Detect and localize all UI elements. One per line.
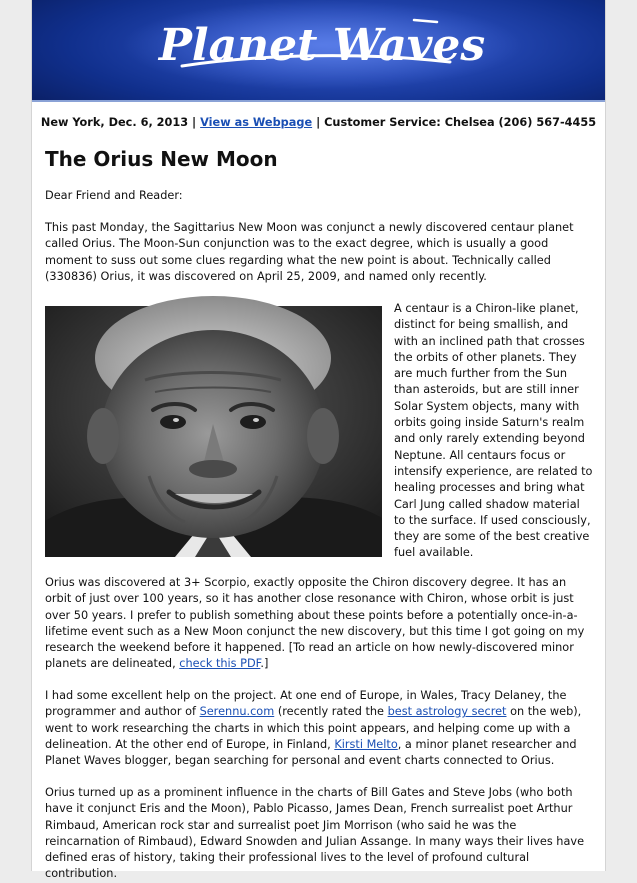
header-info-bar xyxy=(32,116,605,129)
pdf-link[interactable]: check this PDF xyxy=(179,657,261,671)
paragraph-3-a: I had some excellent help on the project. At one end of Europe, in Wales, Tracy Delaney, the programmer and author of xyxy=(45,689,567,719)
paragraph-3-b: (recently rated the xyxy=(274,705,388,719)
logo-swoosh xyxy=(32,0,605,100)
customer-service: Customer Service: Chelsea (206) 567-4455 xyxy=(324,116,597,129)
portrait-image xyxy=(45,306,382,557)
paragraph-4: Orius turned up as a prominent influence in the charts of Bill Gates and Steve Jobs (who both have it conjunct Eris and the Moon), Pablo Picasso, James Dean, French surrealist poet Arthur Rimbaud, American rock star and surrealist poet Jim Morrison (who said he was the reincarnation of Rimbaud), Edward Snowden and Julian Assange. In many ways their lives have defined eras of history, taking their professional lives to the level of profound cultural contribution. xyxy=(45,786,585,881)
newsletter-page xyxy=(31,0,606,881)
sidebar-text: A centaur is a Chiron-like planet, distinct for being smallish, and with an inclined path that crosses the orbits of other planets. They are much further from the Sun than asteroids, but are still inner Solar System objects, many with orbits going inside Saturn's realm and only rarely extending beyond Neptune. All centaurs focus or intensify experience, are related to healing processes and bring what Carl Jung called shadow material to the surface. If used consciously, they are some of the best creative fuel available. xyxy=(394,302,593,560)
article-title: The Orius New Moon xyxy=(45,147,278,171)
portrait-photo xyxy=(45,306,382,557)
paragraph-1: This past Monday, the Sagittarius New Moon was conjunct a newly discovered centaur planet called Orius. The Moon-Sun conjunction was to the exact degree, which is usually a good moment to suss out some clues regarding what the new point is about. Technically called (330836) Orius, it was discovered on April 25, 2009, and named only recently. xyxy=(45,221,574,283)
paragraph-3 xyxy=(45,688,592,769)
paragraph-2-text: Orius was discovered at 3+ Scorpio, exactly opposite the Chiron discovery degree. It has an orbit of just over 100 years, so it has another close resonance with Chiron, whose orbit is just over 50 years. I prefer to publish something about these points before a potentially once-in-a-lifetime event such as a New Moon conjunct the new discovery, but this time I got going on my research the weekend before it happened. [To read an article on how newly-discovered minor planets are delineated, xyxy=(45,576,585,671)
paragraph-3-c: on the web), went to work researching the charts in which this point appears, and helping come up with a delineation. At the other end of Europe, in Finland, xyxy=(45,705,582,751)
paragraph-2-end: .] xyxy=(260,657,269,671)
header-banner[interactable] xyxy=(32,0,605,102)
view-as-webpage-link[interactable]: View as Webpage xyxy=(200,116,313,129)
separator: | xyxy=(192,116,197,129)
location-date: New York, Dec. 6, 2013 xyxy=(40,116,189,129)
kirsti-melto-link[interactable]: Kirsti Melto xyxy=(334,737,398,751)
paragraph-3-d: , a minor planet researcher and Planet Waves blogger, began searching for personal and event charts connected to Orius. xyxy=(45,737,577,768)
logo-text: Planet Waves xyxy=(158,20,486,71)
serennu-link[interactable]: Serennu.com xyxy=(199,705,275,719)
paragraph-2 xyxy=(45,575,592,673)
separator: | xyxy=(316,116,321,129)
greeting: Dear Friend and Reader: xyxy=(45,189,183,202)
best-astrology-secret-link[interactable]: best astrology secret xyxy=(387,705,507,719)
